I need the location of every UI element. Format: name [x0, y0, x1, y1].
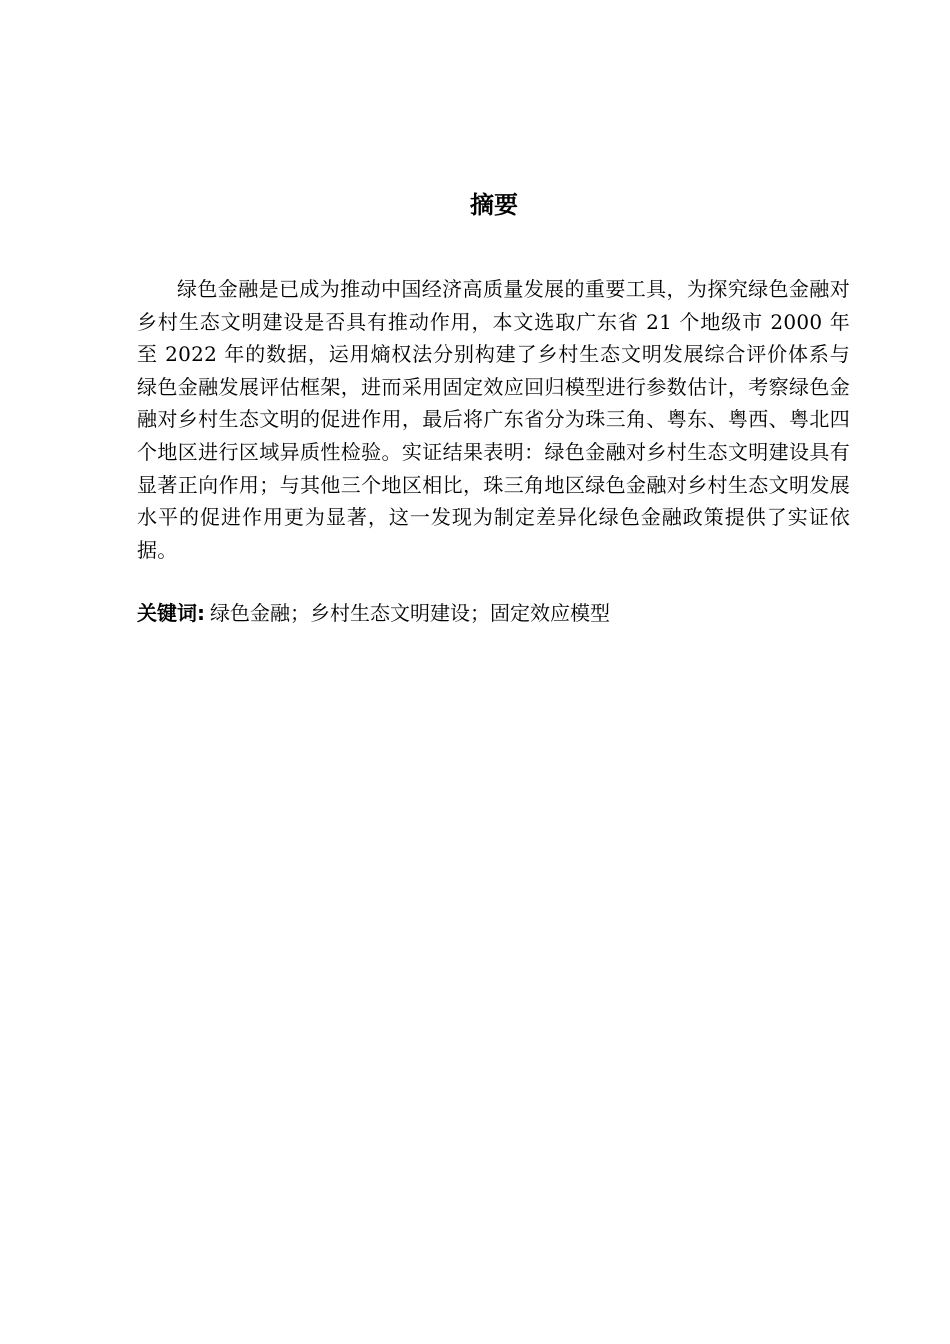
abstract-body: 绿色金融是已成为推动中国经济高质量发展的重要工具，为探究绿色金融对乡村生态文明建设是否具有推动作用，本文选取广东省 21 个地级市 2000 年至 2022 年的数据，运用熵权法分别构建了乡村生态文明发展综合评价体系与绿色金融发展评估框架，进而采用固定效应回归模型进行参数估计，考察绿色金融对乡村生态文明的促进作用，最后将广东省分为珠三角、粤东、粤西、粤北四个地区进行区域异质性检验。实证结果表明：绿色金融对乡村生态文明建设具有显著正向作用；与其他三个地区相比，珠三角地区绿色金融对乡村生态文明发展水平的促进作用更为显著，这一发现为制定差异化绿色金融政策提供了实证依据。 — [137, 277, 850, 562]
keywords-separator: : — [197, 601, 205, 625]
keywords-label: 关键词 — [137, 601, 197, 625]
abstract-title: 摘要 — [470, 191, 518, 219]
keywords-line — [137, 597, 850, 630]
keywords-text: 绿色金融；乡村生态文明建设；固定效应模型 — [210, 601, 610, 625]
